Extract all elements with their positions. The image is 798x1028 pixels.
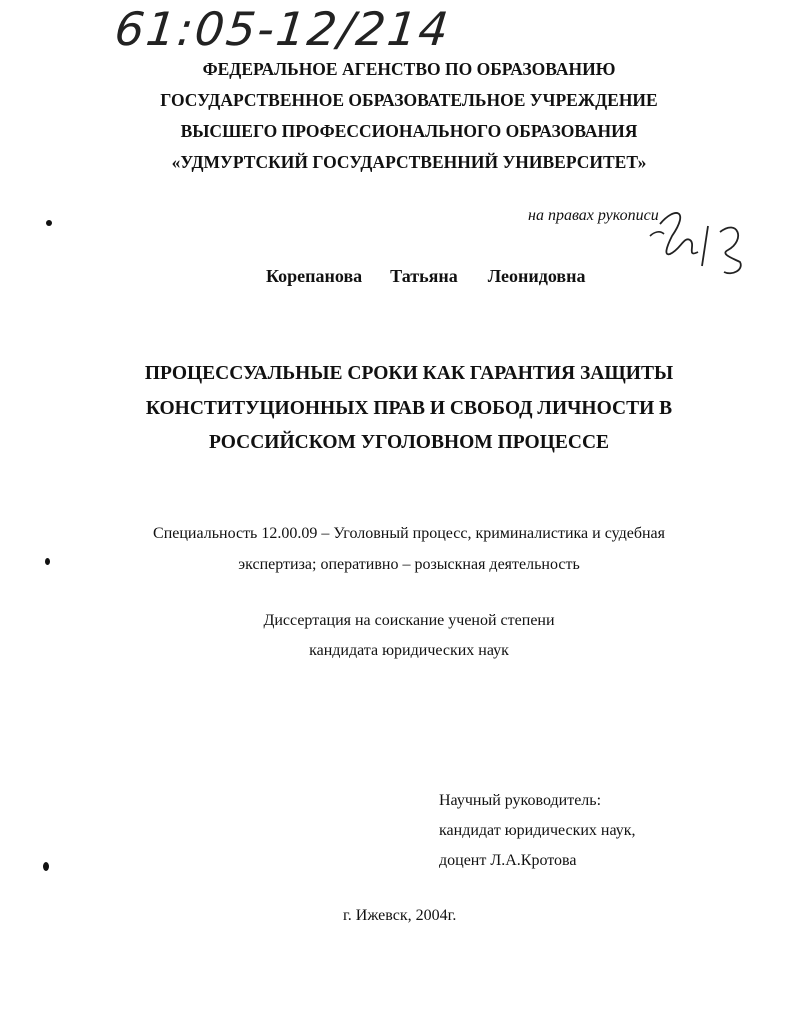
header-line-2: ГОСУДАРСТВЕННОЕ ОБРАЗОВАТЕЛЬНОЕ УЧРЕЖДЕНИЕ — [160, 90, 658, 110]
header-line-3: ВЫСШЕГО ПРОФЕССИОНАЛЬНОГО ОБРАЗОВАНИЯ — [180, 121, 638, 141]
degree-statement — [0, 606, 798, 666]
manuscript-note: на правах рукописи — [528, 207, 659, 224]
handwritten-catalog-number — [112, 2, 495, 60]
institution-header — [0, 54, 798, 178]
specialty — [0, 518, 798, 580]
author-patronymic: Леонидовна — [487, 266, 586, 286]
degree-line-2: кандидата юридических наук — [309, 642, 509, 659]
handwritten-signature — [620, 196, 750, 286]
author-name — [266, 266, 586, 287]
title-line-1: ПРОЦЕССУАЛЬНЫЕ СРОКИ КАК ГАРАНТИЯ ЗАЩИТЫ — [144, 363, 674, 384]
header-line-4: «УДМУРТСКИЙ ГОСУДАРСТВЕННИЙ УНИВЕРСИТЕТ» — [171, 152, 647, 172]
author-first-name: Татьяна — [390, 266, 458, 286]
advisor-line-3: доцент Л.А.Кротова — [439, 852, 577, 869]
specialty-line-2: экспертиза; оперативно – розыскная деятельность — [238, 556, 580, 573]
dissertation-title — [0, 357, 798, 461]
advisor-line-1: Научный руководитель: — [439, 792, 602, 809]
advisor-line-2: кандидат юридических наук, — [439, 822, 636, 839]
header-line-1: ФЕДЕРАЛЬНОЕ АГЕНСТВО ПО ОБРАЗОВАНИЮ — [202, 59, 616, 79]
degree-line-1: Диссертация на соискание ученой степени — [263, 612, 555, 629]
title-line-2: КОНСТИТУЦИОННЫХ ПРАВ И СВОБОД ЛИЧНОСТИ В — [145, 397, 673, 419]
catalog-number-text: 61:05-12/214 — [112, 2, 453, 56]
place-and-year: г. Ижевск, 2004г. — [343, 907, 457, 924]
author-surname: Корепанова — [266, 266, 363, 286]
scientific-advisor — [439, 786, 636, 876]
specialty-line-1: Специальность 12.00.09 – Уголовный процесс, криминалистика и судебная — [153, 525, 665, 542]
binding-hole-mark-top — [46, 220, 52, 226]
binding-hole-mark-bottom — [43, 862, 49, 871]
binding-hole-mark-middle — [45, 558, 50, 565]
title-line-3: РОССИЙСКОМ УГОЛОВНОМ ПРОЦЕССЕ — [208, 432, 610, 453]
